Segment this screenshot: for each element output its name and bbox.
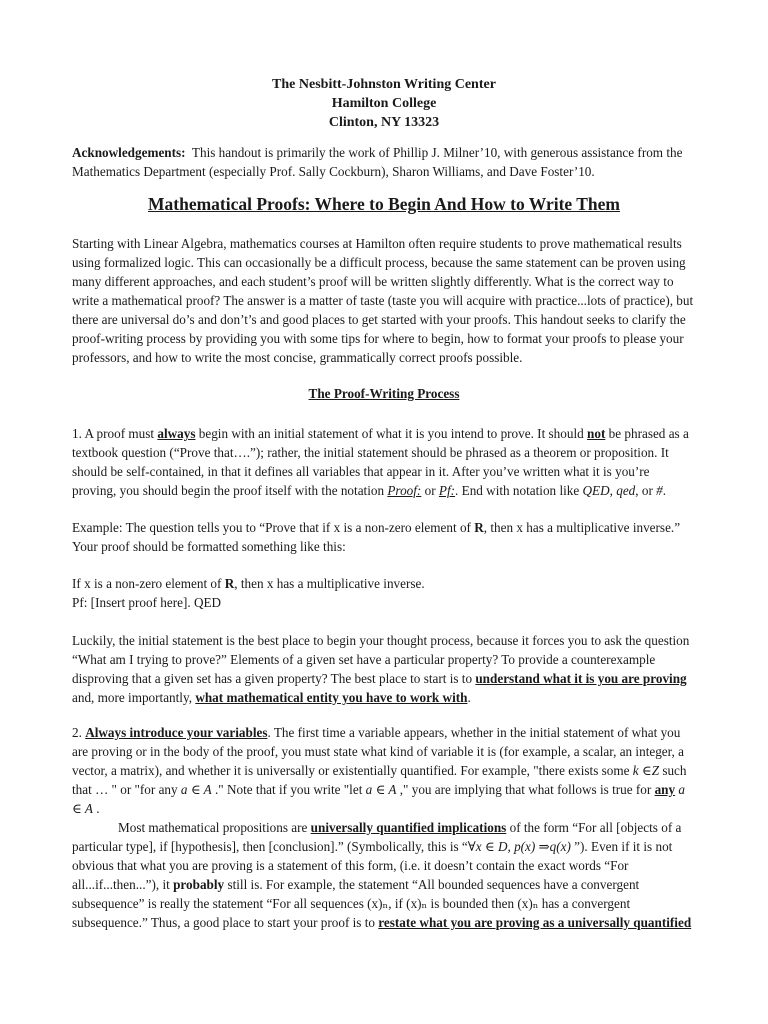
lucky-text-a: Luckily, the initial statement is the best place to begin your thought process, because it forces you to ask the question “What am I trying to prove?” Elements of a given set have a particular property? To provide a counterexample disproving that a given set has a given property? The best place to start is to (72, 633, 690, 686)
p1-not: not (587, 426, 606, 441)
document-header (0, 75, 768, 132)
header-college: Hamilton College (331, 96, 437, 111)
p1-text-b: begin with an initial statement of what it is you intend to prove. It should (195, 426, 588, 441)
acknowledgements (72, 143, 696, 181)
point-1-paragraph (72, 424, 696, 500)
lucky-emphasis-2: what mathematical entity you have to work with (195, 690, 468, 705)
p2-text-a: 2. (72, 725, 86, 740)
p1-comma: , (609, 483, 617, 498)
intro-paragraph: Starting with Linear Algebra, mathematics courses at Hamilton often require students to prove mathematical results using formalized logic. This can occasionally be a difficult process, because the same statement can be proven using many different approaches, and each student’s proof will be written slightly differently. What is the correct way to write a mathematical proof? The answer is a matter of taste (taste you will acquire with practice...lots of practice), but there are universal do’s and don’t’s and good places to get started with your proofs. This handout seeks to clarify the proof-writing process by providing you with some tips for where to begin, how to format your proofs to please your professors, and how to write the most concise, grammatically correct proofs possible. (72, 236, 694, 365)
p1-qed-upper: QED (582, 483, 610, 498)
example-paragraph (72, 518, 696, 556)
page-title: Mathematical Proofs: Where to Begin And How to Write Them (148, 194, 620, 214)
p2-math-a3: a ∈ A (72, 782, 685, 816)
lucky-text-b: and, more importantly, (72, 690, 196, 705)
p3-probably: probably (173, 877, 225, 892)
header-location: Clinton, NY 13323 (328, 115, 440, 130)
lucky-end: . (467, 690, 471, 705)
p1-or: or (421, 483, 439, 498)
section-heading: The Proof-Writing Process (308, 386, 460, 401)
ack-text: This handout is primarily the work of Phillip J. Milner’10, with generous assistance from the Mathematics Department (especially Prof. Sally Cockburn), Sharon Williams, and Dave Foster’10. (72, 145, 683, 179)
p1-text-a: 1. A proof must (72, 426, 158, 441)
example-statement-line (72, 574, 696, 593)
ack-label: Acknowledgements: (72, 145, 186, 160)
p2-text-d: ." Note that if you write "let (211, 782, 366, 797)
p1-always: always (157, 426, 196, 441)
point-2-continuation (72, 818, 696, 932)
p3-emphasis-restate: restate what you are proving as a universally quantified (378, 915, 692, 930)
p2-emphasis: Always introduce your variables (85, 725, 268, 740)
p2-math-kz: k ∈Z (632, 763, 660, 778)
p3-text-d: still is. For example, the statement “All bounded sequences have a convergent subsequence” is really the statement “For all sequences (x)ₙ, if (x)ₙ is bounded then (x)ₙ has a convergent subsequence.” Thus, a good place to start your proof is to (72, 877, 640, 930)
p2-math-a1: a ∈ A (180, 782, 212, 797)
p1-pf-notation: Pf: (438, 483, 456, 498)
ex-stmt-b: , then x has a multiplicative inverse. (234, 576, 425, 591)
p2-text-f: . (92, 801, 100, 816)
p3-text-b: of the form “For all [objects of a particular type], if [hypothesis], then [conclusion].” (Symbolically, this is “ (72, 820, 682, 854)
p3-text-a: Most mathematical propositions are (118, 820, 311, 835)
p2-text-b: . The first time a variable appears, whether in the initial statement of what you are proving or in the body of the proof, you must state what kind of variable it is (for example, a scalar, an integer, a vector, a matrix), and whether it is universally or existentially quantified. For example, "there exists some (72, 725, 684, 778)
p3-text-c: ”). Even if it is not obvious that what you are proving is a statement of this form, (i.e. it doesn’t contain the exact words “For all...if...then...”), it (72, 839, 673, 892)
luckily-paragraph (72, 631, 696, 707)
p1-end: . (662, 483, 667, 498)
p3-emphasis-uqi: universally quantified implications (310, 820, 507, 835)
p1-or-2: , or (635, 483, 657, 498)
p1-text-c: be phrased as a textbook question (“Prove that….”); rather, the initial statement should be phrased as a theorem or proposition. It should be self-contained, in that it defines all variables that appear in it. After you’ve written what it is you’re proving, you should begin the proof itself with the notation (72, 426, 689, 498)
ex-stmt-reals: R (224, 576, 235, 591)
example-statement (72, 574, 696, 612)
ex-stmt-a: If x is a non-zero element of (72, 576, 225, 591)
p2-text-c: such that … " or "for any (72, 763, 687, 797)
lucky-emphasis-1: understand what it is you are proving (475, 671, 687, 686)
p2-text-e: ," you are implying that what follows is true for (396, 782, 655, 797)
p1-text-d: . End with notation like (455, 483, 583, 498)
example-text-a: Example: The question tells you to “Prove that if x is a non-zero element of (72, 520, 475, 535)
point-2-section (72, 723, 696, 932)
p1-proof-notation: Proof: (387, 483, 422, 498)
p1-hash: # (656, 483, 663, 498)
p3-math-symbolic: ∀x ∈ D, p(x) ⇒q(x) (467, 839, 571, 854)
example-proof-line: Pf: [Insert proof here]. QED (72, 595, 222, 610)
header-center-name: The Nesbitt-Johnston Writing Center (272, 77, 496, 92)
p2-any: any (654, 782, 676, 797)
point-2-paragraph (72, 723, 696, 818)
p2-math-a2: a ∈ A (365, 782, 397, 797)
p1-qed-lower: qed (616, 483, 636, 498)
example-text-b: , then x has a multiplicative inverse.” Your proof should be formatted something like this: (72, 520, 681, 554)
example-reals: R (474, 520, 484, 535)
